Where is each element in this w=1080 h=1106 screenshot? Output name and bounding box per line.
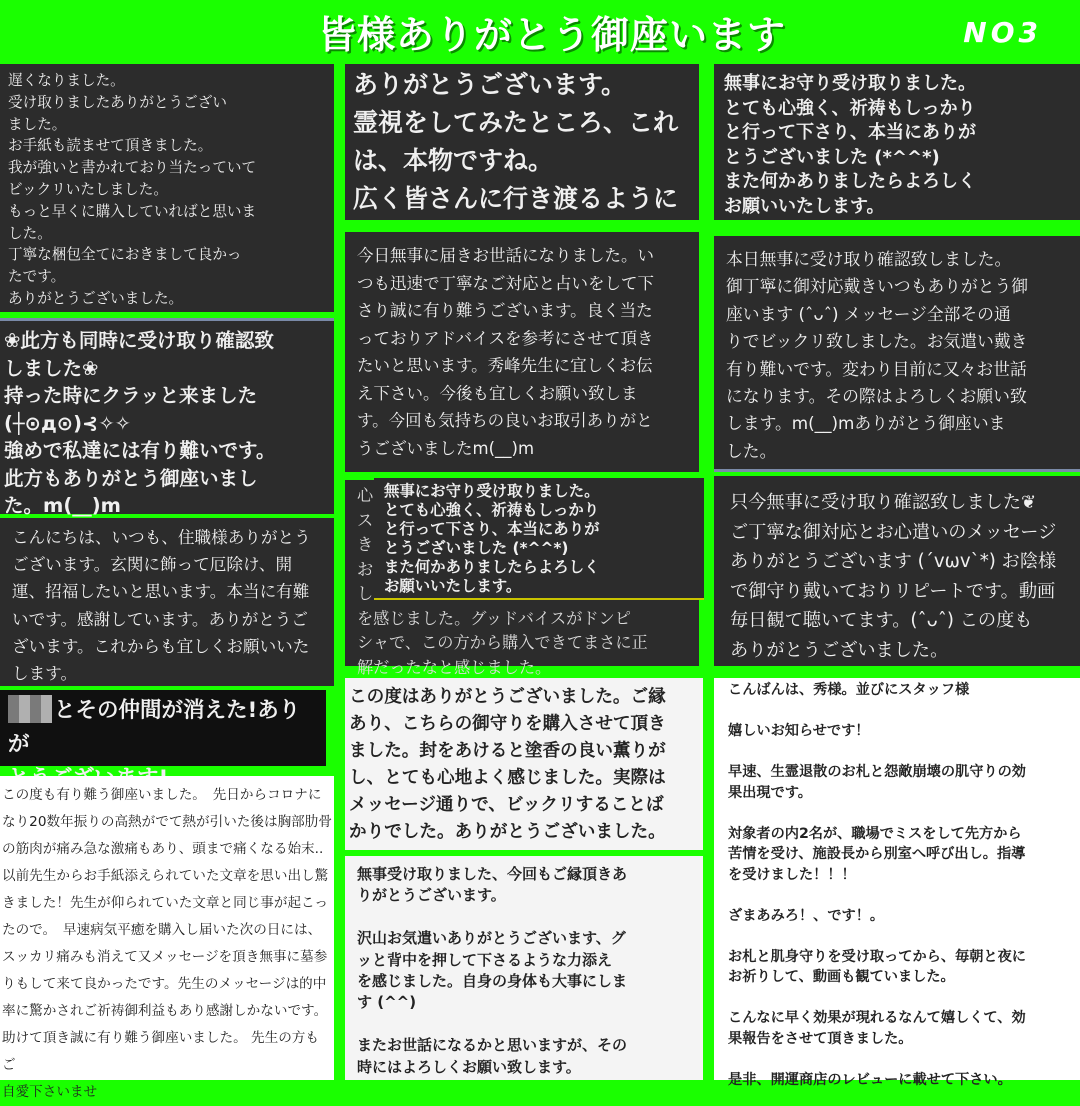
review-text: とその仲間が消えた!ありが bbox=[8, 698, 301, 757]
review-card: 今日無事に届きお世話になりました。い つも迅速で丁寧なご対応と占いをして下 さり誠に有り難うございます。良く当た っておりアドバイスを参考にさせて頂き たいと思います。秀峰先生に宜しくお伝 え下さい。今後も宜しくお願い致しま す。今回も気持ちの良いお取引ありがと うございましたm(__)m bbox=[345, 232, 699, 472]
review-card: 本日無事に受け取り確認致しました。 御丁寧に御対応戴きいつもありがとう御 座います (ˆᴗˆ) メッセージ全部その通 りでビックリ致しました。お気遣い戴き 有り難いです。変わり目前に又々お世話 になります。その際はよろしくお願い致 します。m(__)mありがとう御座いま した。 bbox=[714, 236, 1080, 472]
review-card: ❀此方も同時に受け取り確認致 しました❀ 持った時にクラッと来ました (┼⊙д⊙)⊰✧✧ 強めで私達には有り難いです。 此方もありがとう御座いまし た。m(__)m bbox=[0, 318, 334, 514]
review-card: 無事にお守り受け取りました。 とても心強く、祈祷もしっかり と行って下さり、本当にありが とうございました (*^^*) また何かありましたらよろしく お願いいたします。 bbox=[714, 64, 1080, 220]
review-card: 只今無事に受け取り確認致しました❦ ご丁寧な御対応とお心遣いのメッセージ ありがとうございます (´vωv`*) お陰様 で御守り戴いておりリピートです。動画 毎日観て聴いてます。(ˆᴗˆ) この度も ありがとうございました。 bbox=[714, 476, 1080, 666]
review-card bbox=[0, 690, 326, 766]
review-card: 無事受け取りました、今回もご縁頂きあ りがとうございます。 沢山お気遣いありがとうございます、グ ッと背中を押して下さるような力添え を感じました。自身の身体も大事にしま す (^^) またお世話になるかと思いますが、その 時にはよろしくお願い致します。 bbox=[345, 856, 703, 1080]
review-card: こんばんは、秀様。並びにスタッフ様 嬉しいお知らせです！ 早速、生霊退散のお札と怨敵崩壊の肌守りの効 果出現です。 対象者の内2名が、職場でミスをして先方から 苦情を受け、施設長から別室へ呼び出し。指導 を受けました！！！ ざまあみろ！、です！。 お札と肌身守りを受け取ってから、毎朝と夜に お祈りして、動画も観ていました。 こんなに早く効果が現れるなんて嬉しくて、効 果報告をさせて頂きました。 是非、開運商店のレビューに載せて下さい。 bbox=[714, 678, 1080, 1080]
review-card-underlay: 心 ス き お し を感じました。グッドバイスがドンピ シャで、この方から購入できてまさに正 解だったなと感じました。 bbox=[345, 480, 699, 666]
page-title: 皆様ありがとう御座います bbox=[318, 13, 787, 57]
page-number-tag: NO3 bbox=[963, 16, 1042, 49]
review-card-overlay: 無事にお守り受け取りました。 とても心強く、祈祷もしっかり と行って下さり、本当にありが とうございました (*^^*) また何かありましたらよろしく お願いいたします。 bbox=[374, 478, 704, 600]
review-card: この度も有り難う御座いました。 先日からコロナに なり20数年振りの高熱がでて熱が引いた後は胸部肋骨 の筋肉が痛み急な激痛もあり、頭まで痛くなる始末.. 以前先生からお手紙添えられていた文章を思い出し驚 きました！先生が仰られていた文章と同じ事が起こっ たので。 早速病気平癒を購入し届いた次の日には、 スッカリ痛みも消えて又メッセージを頂き無事に墓参 りもして来て良かったです。先生のメッセージは的中 率に驚かされご祈祷御利益もあり感謝しかないです。 助けて頂き誠に有り難う御座いました。 先生の方もご 自愛下さいませ bbox=[0, 776, 334, 1080]
review-card: ありがとうございます。 霊視をしてみたところ、これ は、本物ですね。 広く皆さんに行き渡るように bbox=[345, 64, 699, 220]
header-banner bbox=[0, 0, 1080, 62]
review-card: この度はありがとうございました。ご縁 あり、こちらの御守りを購入させて頂き ました。封をあけると塗香の良い薫りが し、とても心地よく感じました。実際は メッセージ通りで、ビックリすることば かりでした。ありがとうございました。 bbox=[345, 678, 703, 850]
review-card: 遅くなりました。 受け取りましたありがとうござい ました。 お手紙も読ませて頂きました。 我が強いと書かれており当たっていて ビックリいたしました。 もっと早くに購入していればと思いま した。 丁寧な梱包全てにおきまして良かっ たです。 ありがとうございました。 bbox=[0, 64, 334, 312]
redacted-name-blur bbox=[8, 695, 52, 723]
review-card: こんにちは、いつも、住職様ありがとう ございます。玄関に飾って厄除け、開 運、招福したいと思います。本当に有難 いです。感謝しています。ありがとうご ざいます。これからも宜しくお願いいた します。 bbox=[0, 518, 334, 686]
